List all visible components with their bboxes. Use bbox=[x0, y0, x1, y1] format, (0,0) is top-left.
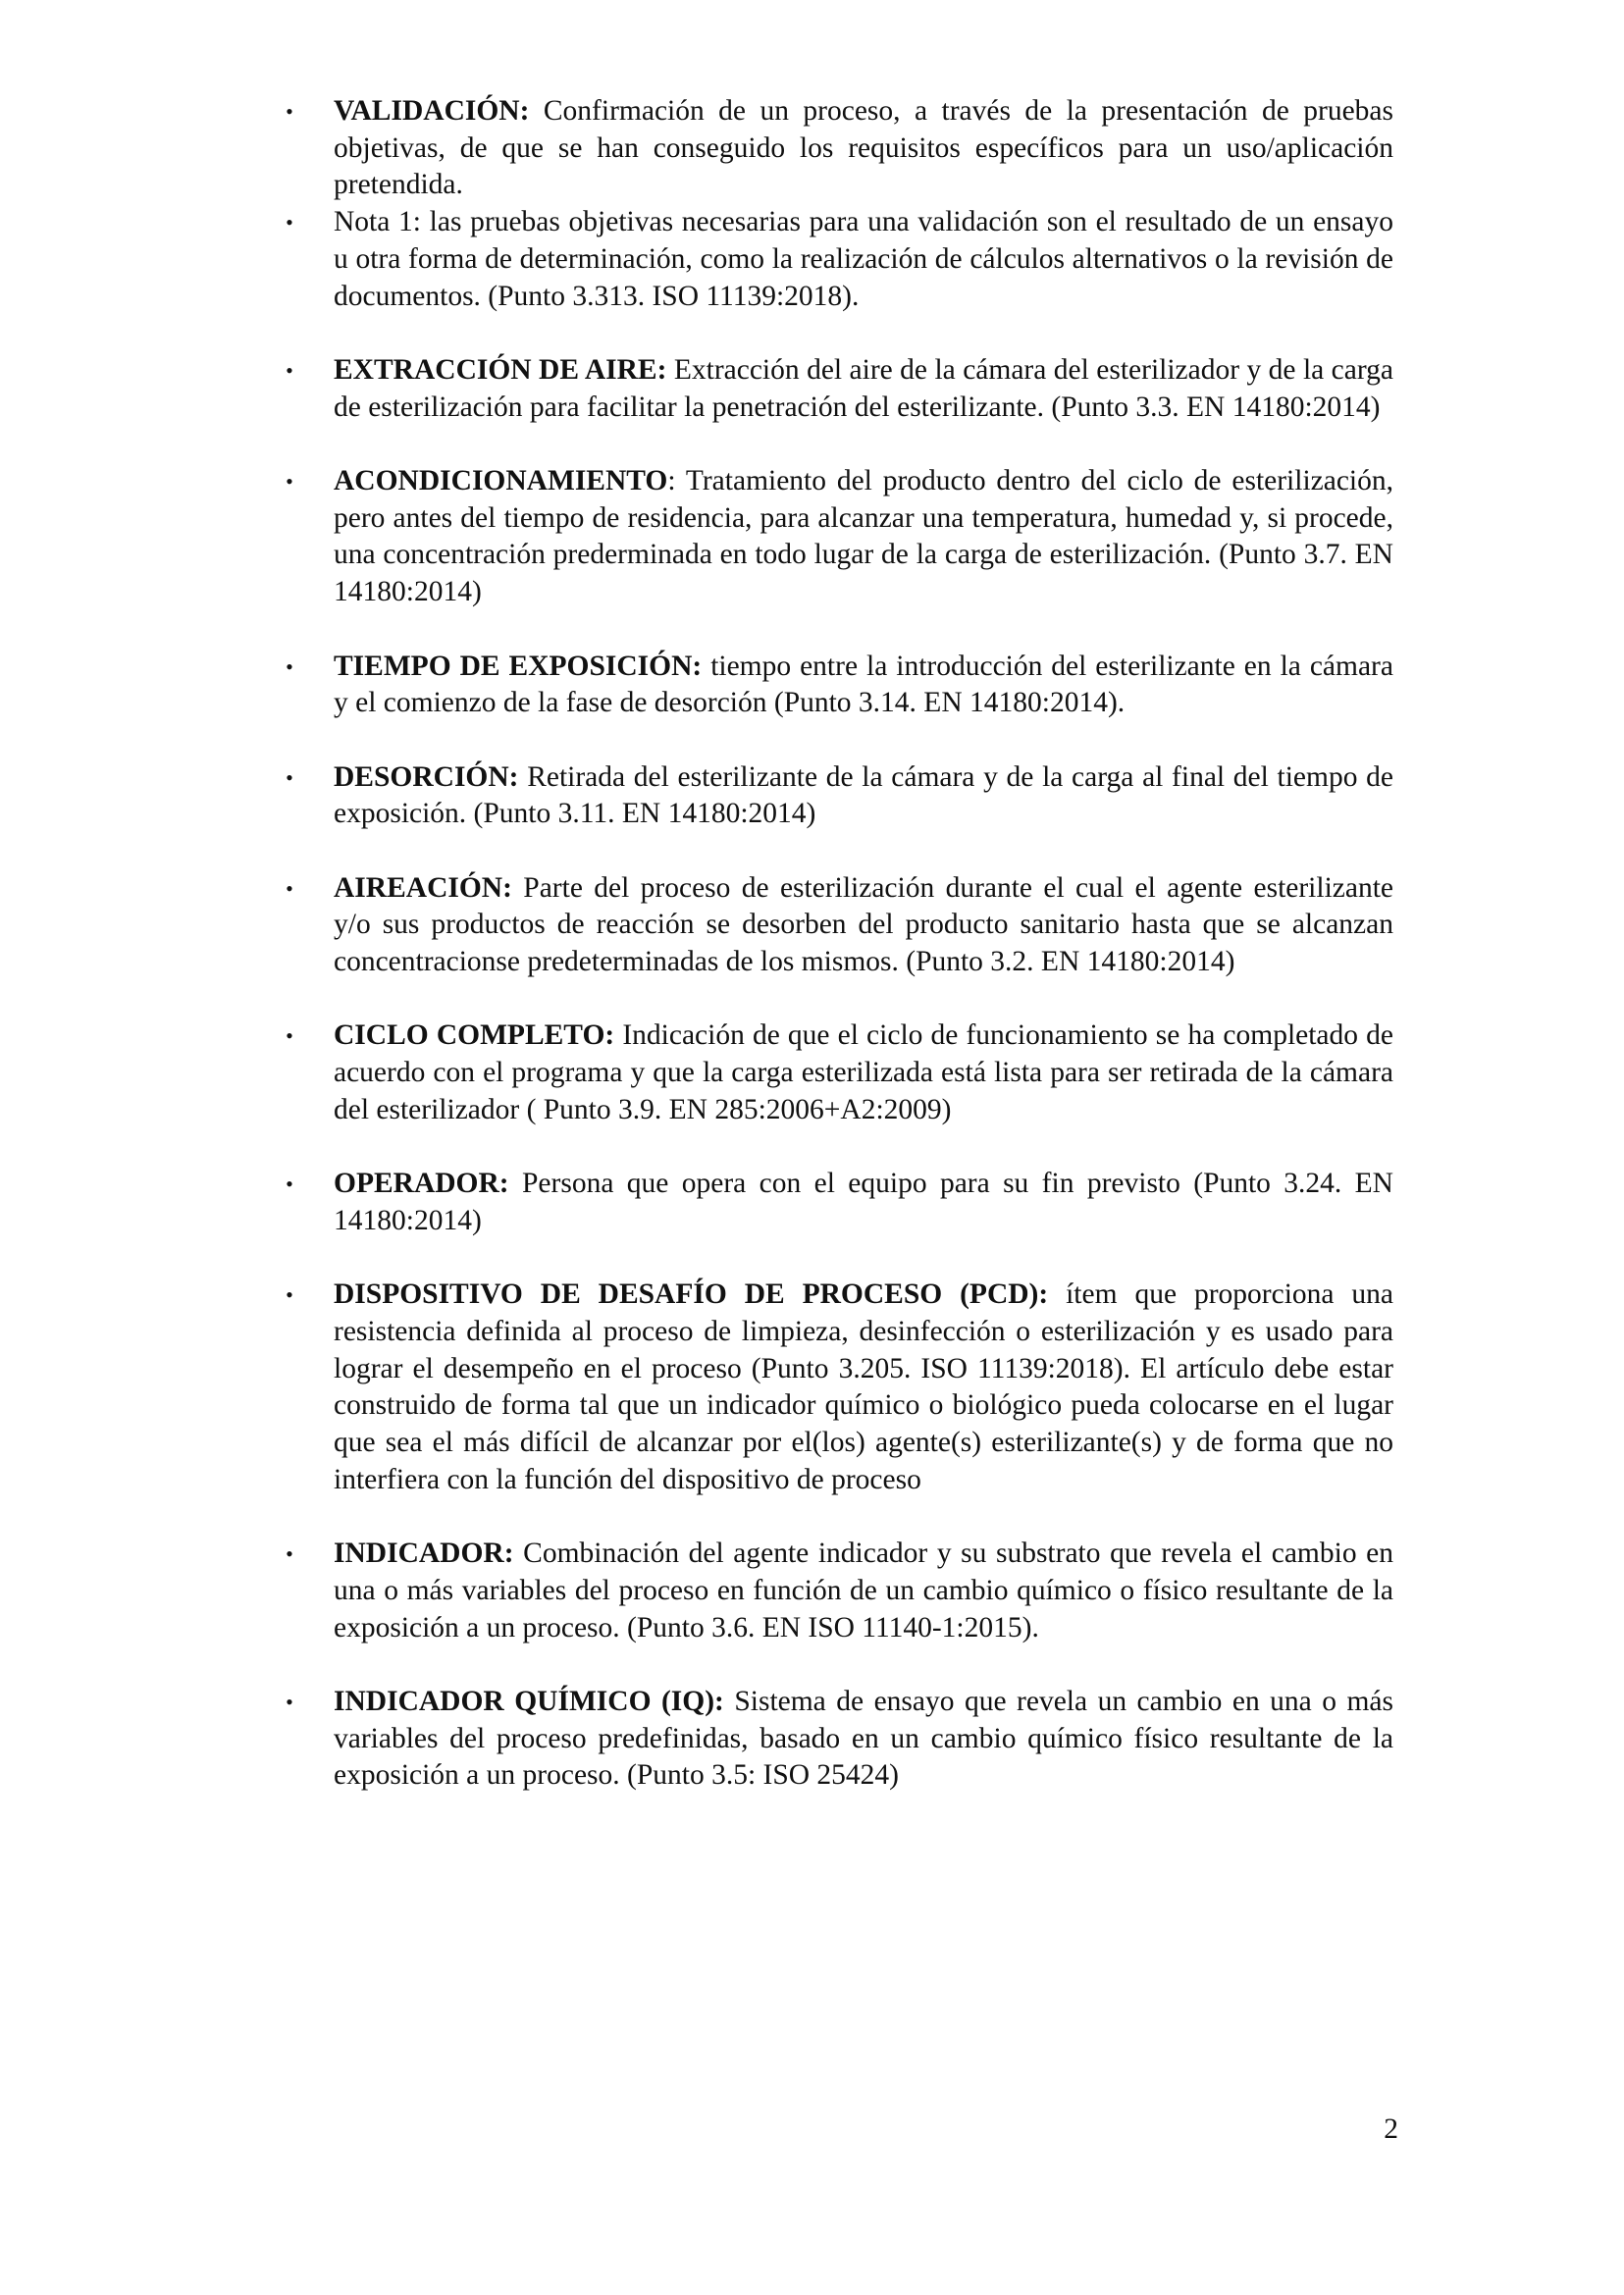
list-item bbox=[280, 1166, 1393, 1239]
definition-text: Extracción del aire de la cámara del esterilizador y de la carga de esterilización para facilitar la penetración del esterilizante. (Punto 3.3. EN 14180:2014) bbox=[334, 353, 1393, 423]
definition-term: INDICADOR QUÍMICO (IQ): bbox=[334, 1686, 724, 1718]
bullet-icon: • bbox=[286, 99, 293, 124]
definition-term: TIEMPO DE EXPOSICIÓN: bbox=[334, 650, 703, 682]
definition-text: Indicación de que el ciclo de funcionamiento se ha completado de acuerdo con el programa y que la carga esterilizada está lista para ser retirada de la cámara del esterilizador ( Punto 3.9. EN 285:2006+A2:2009) bbox=[334, 1019, 1393, 1125]
definition-term: VALIDACIÓN: bbox=[334, 95, 530, 127]
list-item bbox=[280, 870, 1393, 981]
definition-term: EXTRACCIÓN DE AIRE: bbox=[334, 353, 667, 386]
definition-term: INDICADOR: bbox=[334, 1538, 514, 1570]
list-item bbox=[280, 93, 1393, 204]
definition-text: Retirada del esterilizante de la cámara y de la carga al final del tiempo de exposición. (Punto 3.11. EN 14180:2014) bbox=[334, 760, 1393, 830]
definition-term: ACONDICIONAMIENTO bbox=[334, 465, 668, 496]
bullet-icon: • bbox=[286, 357, 293, 383]
list-item bbox=[280, 649, 1393, 722]
definition-text: Sistema de ensayo que revela un cambio en una o más variables del proceso predefinidas, basado en un cambio químico físico resultante de la exposición a un proceso. (Punto 3.5: ISO 25424) bbox=[334, 1686, 1393, 1792]
bullet-icon: • bbox=[286, 1690, 293, 1715]
bullet-icon: • bbox=[286, 1172, 293, 1197]
list-item bbox=[280, 463, 1393, 611]
list-item bbox=[280, 1684, 1393, 1795]
definition-text: ítem que proporciona una resistencia definida al proceso de limpieza, desinfección o esterilización y es usado para lograr el desempeño en el proceso (Punto 3.205. ISO 11139:2018). El artículo debe estar construido de forma tal que un indicador químico o biológico pueda colocarse en el lugar que sea el más difícil de alcanzar por el(los) agente(s) esterilizante(s) y de forma que no interfiera con la función del dispositivo de proceso bbox=[334, 1278, 1393, 1495]
list-item bbox=[280, 1536, 1393, 1646]
bullet-icon: • bbox=[286, 875, 293, 901]
bullet-icon: • bbox=[286, 1541, 293, 1567]
list-item bbox=[280, 352, 1393, 426]
definition-text: : Tratamiento del producto dentro del ciclo de esterilización, pero antes del tiempo de residencia, para alcanzar una temperatura, humedad y, si procede, una concentración prederminada en todo lugar de la carga de esterilización. (Punto 3.7. EN 14180:2014) bbox=[334, 465, 1393, 608]
bullet-icon: • bbox=[286, 1023, 293, 1049]
definition-text: Confirmación de un proceso, a través de la presentación de pruebas objetivas, de que se han conseguido los requisitos específicos para un uso/aplicación pretendida. bbox=[334, 95, 1393, 201]
definition-term: OPERADOR: bbox=[334, 1168, 509, 1200]
page-number: 2 bbox=[1384, 2113, 1398, 2145]
definition-text: Parte del proceso de esterilización durante el cual el agente esterilizante y/o sus productos de reacción se desorben del producto sanitario hasta que se alcanzan concentracionse predeterminadas de los mismos. (Punto 3.2. EN 14180:2014) bbox=[334, 871, 1393, 978]
definition-term: DISPOSITIVO DE DESAFÍO DE PROCESO (PCD): bbox=[334, 1278, 1049, 1311]
list-item bbox=[280, 204, 1393, 315]
bullet-icon: • bbox=[286, 469, 293, 494]
list-item bbox=[280, 1277, 1393, 1498]
bullet-icon: • bbox=[286, 653, 293, 679]
definition-term: DESORCIÓN: bbox=[334, 760, 519, 793]
definitions-list bbox=[280, 93, 1393, 1795]
list-item bbox=[280, 1017, 1393, 1128]
list-item bbox=[280, 759, 1393, 833]
definition-text: tiempo entre la introducción del esterilizante en la cámara y el comienzo de la fase de desorción (Punto 3.14. EN 14180:2014). bbox=[334, 650, 1393, 719]
definition-term: CICLO COMPLETO: bbox=[334, 1019, 615, 1052]
definition-text: Nota 1: las pruebas objetivas necesarias para una validación son el resultado de un ensayo u otra forma de determinación, como la realización de cálculos alternativos o la revisión de documentos. (Punto 3.313. ISO 11139:2018). bbox=[334, 206, 1393, 312]
definition-text: Persona que opera con el equipo para su fin previsto (Punto 3.24. EN 14180:2014) bbox=[334, 1168, 1393, 1236]
definition-text: Combinación del agente indicador y su substrato que revela el cambio en una o más variables del proceso en función de un cambio químico o físico resultante de la exposición a un proceso. (Punto 3.6. EN ISO 11140-1:2015). bbox=[334, 1538, 1393, 1643]
bullet-icon: • bbox=[286, 1282, 293, 1308]
bullet-icon: • bbox=[286, 210, 293, 235]
definition-term: AIREACIÓN: bbox=[334, 871, 512, 904]
bullet-icon: • bbox=[286, 764, 293, 790]
